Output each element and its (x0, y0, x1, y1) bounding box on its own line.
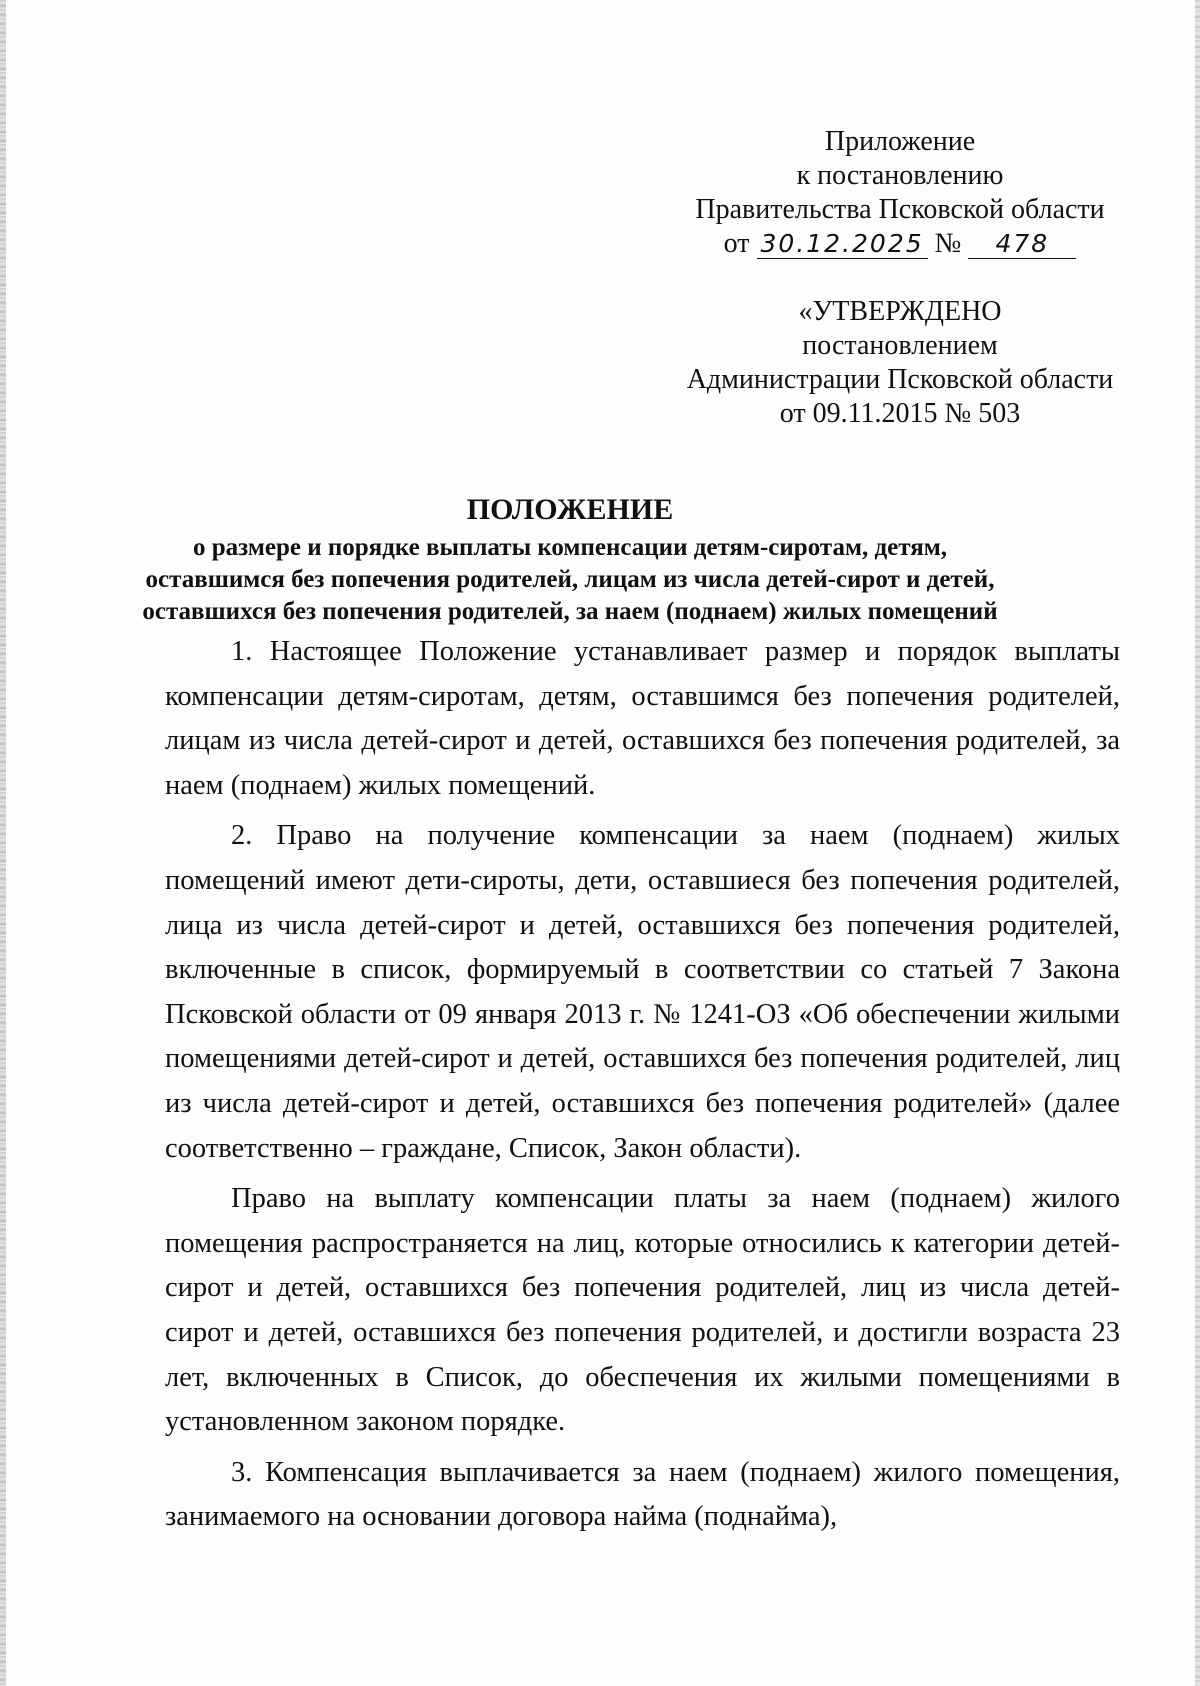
annex-line-2: к постановлению (796, 160, 1004, 191)
document-title: ПОЛОЖЕНИЕ (466, 493, 674, 526)
document-subtitle: о размере и порядке выплаты компенсации детям-сиротам, детям, оставшимся без попечения родителей, лицам из числа детей-сирот и детей, оставшихся без попечения родителей, за наем (поднаем) жилых помещений (142, 534, 998, 625)
document-body (165, 630, 1120, 1546)
annex-line-3: Правительства Псковской области (695, 194, 1105, 225)
scan-edge-right (1195, 0, 1200, 1686)
annex-line-1: Приложение (824, 126, 976, 157)
paragraph-3: Право на выплату компенсации платы за наем (поднаем) жилого помещения распространяется на лиц, которые относились к категории детей-сирот и детей, оставшихся без попечения родителей, лиц из числа детей-сирот и детей, оставшихся без попечения родителей, и достигли возраста 23 лет, включенных в Список, до обеспечения их жилыми помещениями в установленном законом порядке. (165, 1183, 1120, 1438)
approved-line-2: постановлением (802, 330, 998, 361)
document-title-block (140, 492, 1000, 628)
approved-line-1: «УТВЕРЖДЕНО (798, 296, 1002, 327)
paragraph-1: 1. Настоящее Положение устанавливает размер и порядок выплаты компенсации детям-сиротам, детям, оставшимся без попечения родителей, лицам из числа детей-сирот и детей, оставшихся без попечения родителей, за наем (поднаем) жилых помещений. (165, 636, 1120, 801)
paragraph-4: 3. Компенсация выплачивается за наем (поднаем) жилого помещения, занимаемого на основании договора найма (поднайма), (165, 1456, 1120, 1533)
scan-edge-left (0, 0, 6, 1686)
annex-date-row (660, 227, 1140, 261)
handwritten-number: 478 (968, 230, 1076, 259)
approved-line-4: от 09.11.2015 № 503 (779, 398, 1021, 429)
approved-block (670, 295, 1130, 431)
annex-block (660, 125, 1140, 261)
number-prefix: № (934, 228, 962, 259)
approved-line-3: Администрации Псковской области (686, 364, 1114, 395)
date-prefix: от (723, 228, 750, 259)
paragraph-2: 2. Право на получение компенсации за наем (поднаем) жилых помещений имеют дети-сироты, дети, оставшиеся без попечения родителей, лица из числа детей-сирот и детей, оставшихся без попечения родителей, включенные в список, формируемый в соответствии со статьей 7 Закона Псковской области от 09 января 2013 г. № 1241-ОЗ «Об обеспечении жилыми помещениями детей-сирот и детей, оставшихся без попечения родителей, лиц из числа детей-сирот и детей, оставшихся без попечения родителей» (далее соответственно – граждане, Список, Закон области). (165, 820, 1120, 1164)
handwritten-date: 30.12.2025 (757, 230, 928, 259)
